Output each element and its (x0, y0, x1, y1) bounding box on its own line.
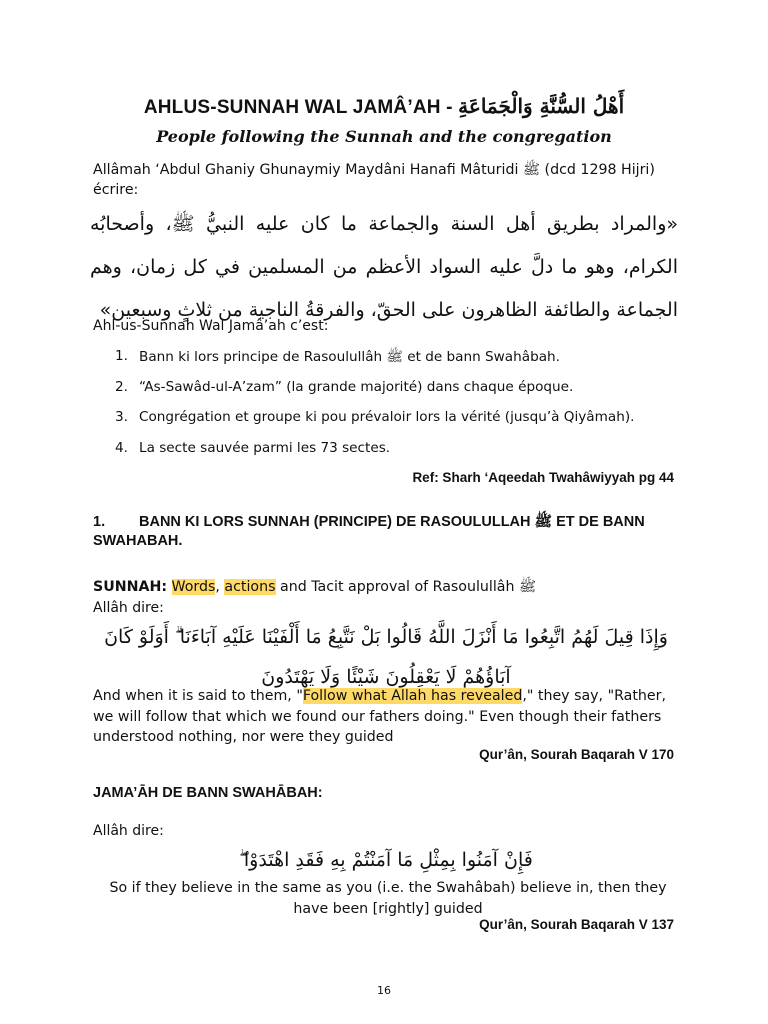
list-item-number: 1. (115, 348, 128, 364)
list-item-number: 4. (115, 439, 128, 456)
definition-list (115, 348, 634, 470)
reference-baqarah-170: Qur’ân, Sourah Baqarah V 170 (479, 747, 674, 762)
title-latin: AHLUS-SUNNAH WAL JAMÂ’AH - (143, 97, 453, 118)
highlight-follow: Follow what Allah has revealed (302, 688, 523, 704)
verse-text: ," they say, "Rather, we will follow that which we found our fathers doing." Even though their fathers understood nothing, nor were they guided (93, 688, 666, 745)
highlight-actions: actions (224, 579, 276, 595)
list-item-text: “As-Sawâd-ul-A’zam” (la grande majorité) dans chaque époque. (139, 378, 574, 395)
sunnah-label: SUNNAH: (93, 579, 168, 595)
section-heading-sunnah (93, 513, 683, 551)
allah-dire-label: Allâh dire: (93, 823, 164, 839)
reference-baqarah-137: Qur’ân, Sourah Baqarah V 137 (479, 917, 674, 932)
arabic-quote: «والمراد بطريق أهل السنة والجماعة ما كان عليه النبيُّ ﷺ، وأصحابُه الكرام، وهو ما دلَّ عليه السواد الأعظم من المسلمين في كل زمان، وهم الجماعة والطائفة الظاهرون على الحقّ، والفرقةُ الناجية من ثلاثٍ وسبعين» (90, 213, 678, 321)
quran-verse-arabic-137: فَإِنْ آمَنُوا بِمِثْلِ مَا آمَنْتُمْ بِهِ فَقَدِ اهْتَدَوْا ۖ (239, 849, 533, 871)
page-title (0, 94, 768, 119)
sunnah-rest: and Tacit approval of Rasoulullâh ﷺ (275, 579, 537, 595)
page-number: 16 (377, 984, 391, 997)
list-item-number: 3. (115, 409, 128, 425)
list-item-text: Congrégation et groupe ki pou prévaloir lors la vérité (jusqu’à Qiyâmah). (139, 409, 635, 425)
list-item (115, 440, 634, 471)
definition-intro: Ahl-us-Sunnah Wal Jamâ’ah c’est: (93, 318, 329, 334)
list-item (115, 379, 634, 410)
verse-text: And when it is said to them, " (93, 688, 303, 704)
section-title: BANN KI LORS SUNNAH (PRINCIPE) DE RASOULULLAH ﷺ ET DE BANN SWAHABAH. (93, 514, 645, 549)
separator-text: , (215, 579, 225, 595)
reference-sharh: Ref: Sharh ‘Aqeedah Twahâwiyyah pg 44 (412, 470, 674, 485)
page-subtitle: People following the Sunnah and the congregation (156, 127, 612, 146)
quran-verse-english-137: So if they believe in the same as you (i.e. the Swahâbah) believe in, then they have been [rightly] guided (109, 880, 667, 917)
quran-verse-arabic-170: وَإِذَا قِيلَ لَهُمُ اتَّبِعُوا مَا أَنْزَلَ اللَّهُ قَالُوا بَلْ نَتَّبِعُ مَا أَلْفَيْنَا عَلَيْهِ آبَاءَنَا ۗ أَوَلَوْ كَانَ آبَاؤُهُمْ لَا يَعْقِلُونَ شَيْئًا وَلَا يَهْتَدُونَ (104, 626, 668, 688)
list-item-number: 2. (115, 378, 128, 395)
list-item (115, 409, 634, 440)
title-arabic: أَهْلُ السُّنَّةِ وَالْجَمَاعَةِ (458, 94, 625, 118)
attribution-text: Allâmah ‘Abdul Ghaniy Ghunaymiy Maydâni Hanafi Mâturidi ﷺ (dcd 1298 Hijri) écrire: (93, 162, 655, 198)
highlight-words: Words (171, 579, 216, 595)
allah-dire-label: Allâh dire: (93, 600, 164, 616)
section-number: 1. (93, 514, 106, 530)
list-item (115, 348, 634, 379)
section-heading-jamaah: JAMA’ĀH DE BANN SWAHĀBAH: (93, 785, 323, 801)
list-item-text: Bann ki lors principe de Rasoulullâh ﷺ et de bann Swahâbah. (139, 349, 560, 365)
quran-verse-english-170 (93, 686, 683, 748)
list-item-text: La secte sauvée parmi les 73 sectes. (139, 439, 391, 456)
sunnah-definition (93, 579, 536, 599)
